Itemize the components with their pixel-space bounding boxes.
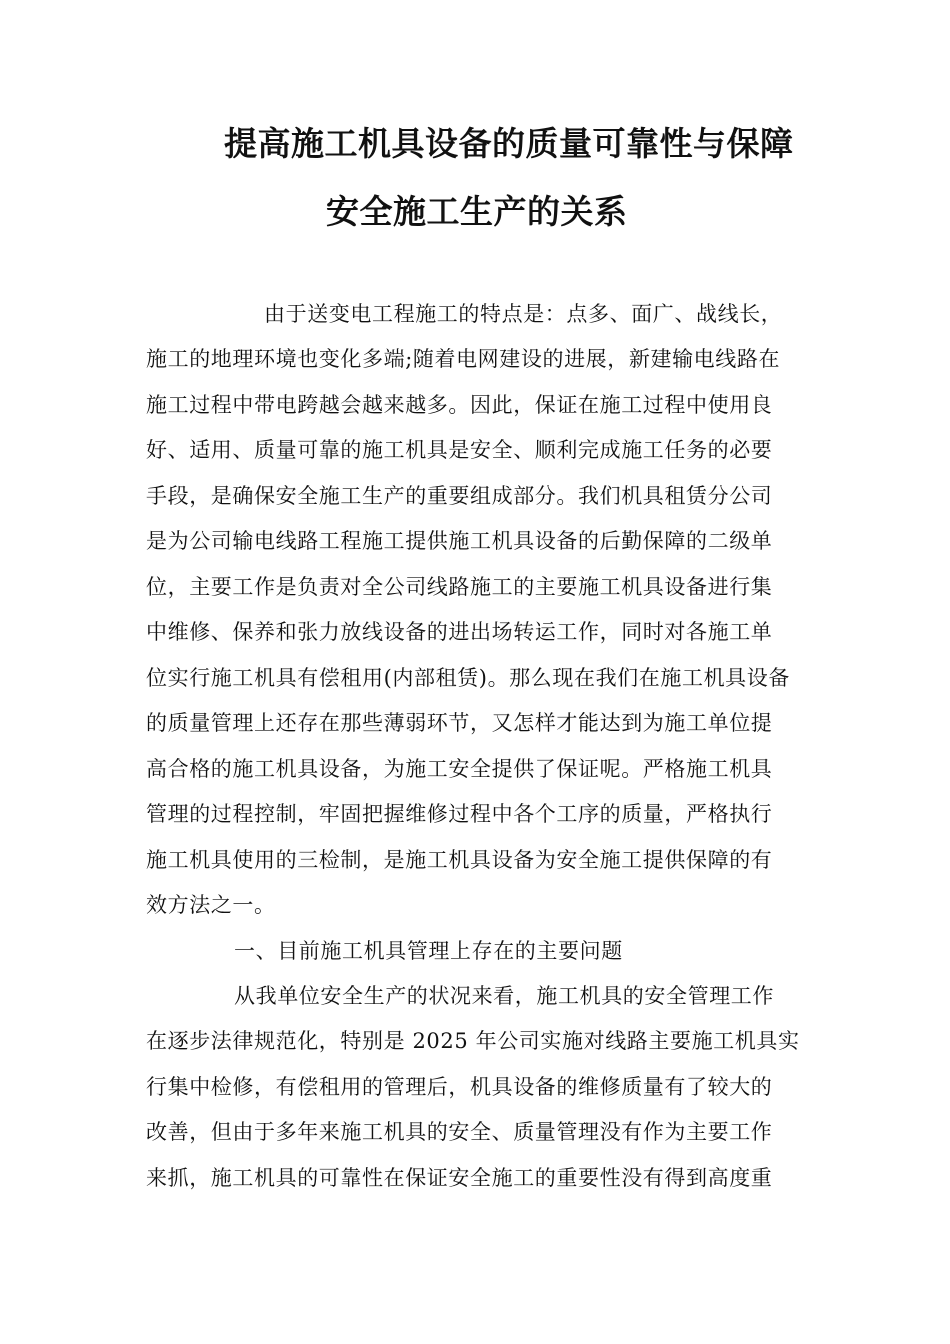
paragraph-line: 效方法之一。 (146, 893, 276, 917)
paragraph-line: 来抓，施工机具的可靠性在保证安全施工的重要性没有得到高度重 (146, 1166, 773, 1190)
paragraph-line: 施工机具使用的三检制，是施工机具设备为安全施工提供保障的有 (146, 848, 773, 872)
paragraph-line: 从我单位安全生产的状况来看，施工机具的安全管理工作 (234, 984, 774, 1008)
document-title-line-2: 安全施工生产的关系 (326, 192, 628, 231)
paragraph-line: 改善，但由于多年来施工机具的安全、质量管理没有作为主要工作 (146, 1120, 773, 1144)
paragraph-line: 行集中检修，有偿租用的管理后，机具设备的维修质量有了较大的 (146, 1075, 773, 1099)
paragraph-line: 是为公司输电线路工程施工提供施工机具设备的后勤保障的二级单 (146, 529, 773, 553)
paragraph-line: 中维修、保养和张力放线设备的进出场转运工作，同时对各施工单 (146, 620, 773, 644)
paragraph-line: 管理的过程控制，牢固把握维修过程中各个工序的质量，严格执行 (146, 802, 773, 826)
paragraph-line: 位实行施工机具有偿租用(内部租赁)。那么现在我们在施工机具设备 (146, 666, 790, 690)
document-title-line-1: 提高施工机具设备的质量可靠性与保障 (224, 124, 794, 163)
paragraph-line: 施工过程中带电跨越会越来越多。因此，保证在施工过程中使用良 (146, 393, 773, 417)
paragraph-line: 在逐步法律规范化，特别是 2025 年公司实施对线路主要施工机具实 (146, 1029, 800, 1053)
paragraph-line: 施工的地理环境也变化多端;随着电网建设的进展，新建输电线路在 (146, 347, 781, 371)
paragraph-line: 的质量管理上还存在那些薄弱环节，又怎样才能达到为施工单位提 (146, 711, 773, 735)
paragraph-line: 手段，是确保安全施工生产的重要组成部分。我们机具租赁分公司 (146, 484, 773, 508)
paragraph-line: 由于送变电工程施工的特点是：点多、面广、战线长， (264, 302, 783, 326)
paragraph-line: 好、适用、质量可靠的施工机具是安全、顺利完成施工任务的必要 (146, 438, 773, 462)
paragraph-line: 位，主要工作是负责对全公司线路施工的主要施工机具设备进行集 (146, 575, 773, 599)
section-heading-text: 一、目前施工机具管理上存在的主要问题 (234, 939, 623, 963)
paragraph-line: 高合格的施工机具设备，为施工安全提供了保证呢。严格施工机具 (146, 757, 773, 781)
